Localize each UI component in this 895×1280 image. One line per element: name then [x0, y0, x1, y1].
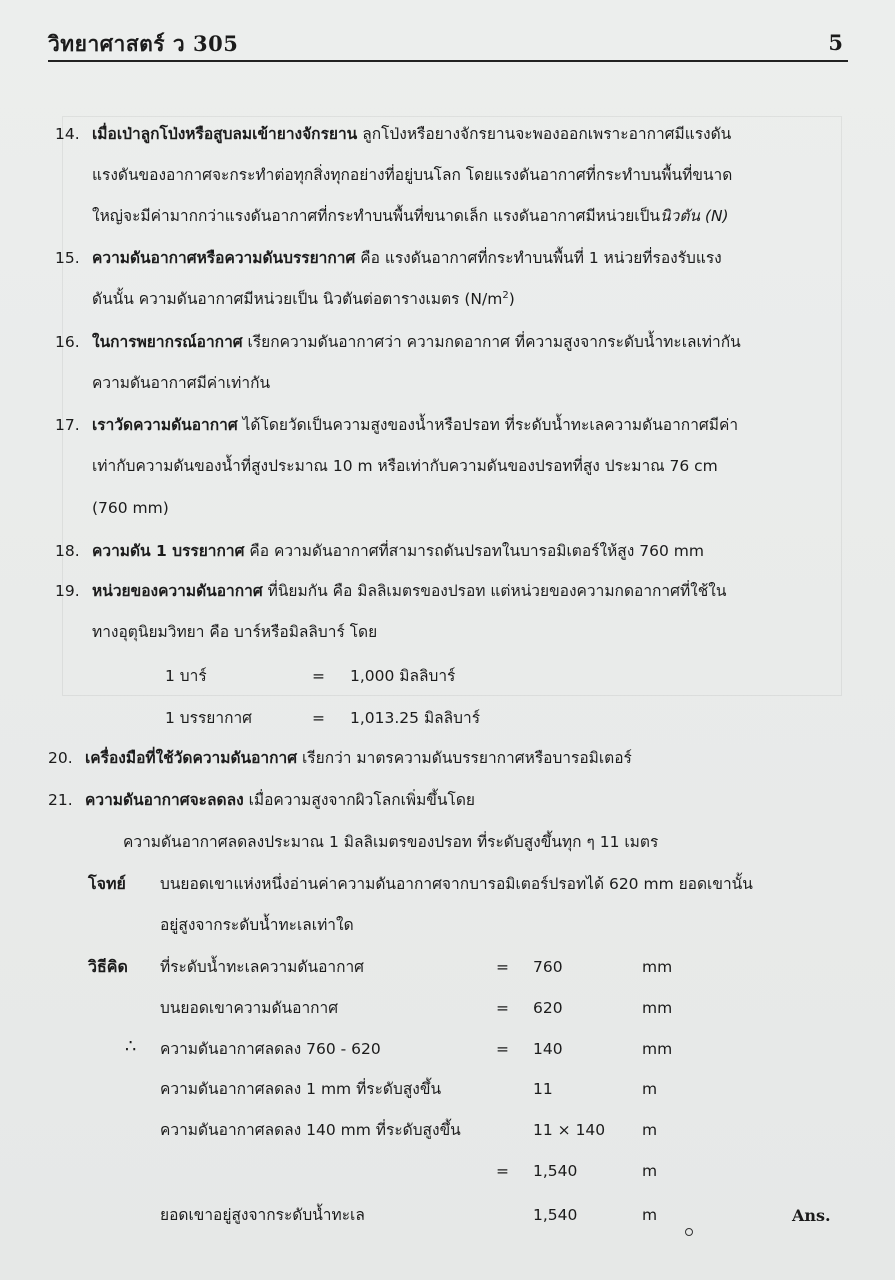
solution-row-5-unit: m [642, 1121, 658, 1139]
solution-row-2-unit: mm [642, 999, 673, 1017]
item-15-number: 15. [55, 249, 80, 267]
equation-2-right: 1,013.25 มิลลิบาร์ [350, 709, 481, 727]
solution-row-3-unit: mm [642, 1040, 673, 1058]
item-18-line-1 [92, 540, 704, 562]
item-14-unit-newton: นิวตัน (N) [660, 207, 729, 225]
solution-row-4-unit: m [642, 1080, 658, 1098]
item-19-line-1-text: ที่นิยมกัน คือ มิลลิเมตรของปรอท แต่หน่วยของความกดอากาศที่ใช้ใน [262, 582, 727, 600]
item-21-line-1 [85, 789, 475, 811]
problem-line-1: บนยอดเขาแห่งหนึ่งอ่านค่าความดันอากาศจากบารอมิเตอร์ปรอทได้ 620 mm ยอดเขานั้น [160, 875, 753, 893]
solution-row-1-value: 760 [533, 958, 563, 976]
item-16-line-2: ความดันอากาศมีค่าเท่ากัน [92, 374, 271, 392]
page-number: 5 [828, 30, 843, 55]
item-14-line-1 [92, 123, 731, 145]
item-21-line-2: ความดันอากาศลดลงประมาณ 1 มิลลิเมตรของปรอท ที่ระดับสูงขึ้นทุก ๆ 11 เมตร [123, 833, 659, 851]
item-14-line-3-text: ใหญ่จะมีค่ามากกว่าแรงดันอากาศที่กระทำบนพื้นที่ขนาดเล็ก แรงดันอากาศมีหน่วยเป็น [92, 207, 661, 225]
item-18-heading: ความดัน 1 บรรยากาศ [92, 542, 245, 560]
equation-1-left: 1 บาร์ [165, 667, 207, 685]
solution-row-7-unit: m [642, 1206, 658, 1224]
item-21-line-1-text: เมื่อความสูงจากผิวโลกเพิ่มขึ้นโดย [243, 791, 475, 809]
solution-row-2-value: 620 [533, 999, 563, 1017]
item-17-line-1-text: ได้โดยวัดเป็นความสูงของน้ำหรือปรอท ที่ระดับน้ำทะเลความดันอากาศมีค่า [237, 416, 739, 434]
solution-row-1-desc: ที่ระดับน้ำทะเลความดันอากาศ [160, 958, 365, 976]
item-14-line-2: แรงดันของอากาศจะกระทำต่อทุกสิ่งทุกอย่างที่อยู่บนโลก โดยแรงดันอากาศที่กระทำบนพื้นที่ขนาด [92, 166, 733, 184]
equation-1-right: 1,000 มิลลิบาร์ [350, 667, 456, 685]
item-18-line-1-text: คือ ความดันอากาศที่สามารถดันปรอทในบารอมิเตอร์ให้สูง 760 mm [244, 542, 704, 560]
item-17-heading: เราวัดความดันอากาศ [92, 416, 238, 434]
solution-row-5-value: 11 × 140 [533, 1121, 606, 1139]
item-17-line-1 [92, 414, 738, 436]
item-17-line-2: เท่ากับความดันของน้ำที่สูงประมาณ 10 m หรือเท่ากับความดันของปรอทที่สูง ประมาณ 76 cm [92, 457, 718, 475]
problem-label: โจทย์ [88, 874, 126, 893]
item-15-line-1 [92, 247, 722, 269]
item-16-line-1-text: เรียกความดันอากาศว่า ความกดอากาศ ที่ความสูงจากระดับน้ำทะเลเท่ากัน [242, 333, 741, 351]
item-20-heading: เครื่องมือที่ใช้วัดความดันอากาศ [85, 749, 298, 767]
ink-dot-mark [685, 1228, 693, 1236]
item-15-line-2-end: ) [508, 290, 515, 308]
item-19-line-2: ทางอุตุนิยมวิทยา คือ บาร์หรือมิลลิบาร์ โดย [92, 623, 378, 641]
item-20-number: 20. [48, 749, 73, 767]
solution-row-3-sign: = [496, 1040, 509, 1058]
item-15-superscript: 2 [502, 289, 509, 301]
solution-row-2-desc: บนยอดเขาความดันอากาศ [160, 999, 339, 1017]
item-16-number: 16. [55, 333, 80, 351]
item-15-line-1-text: คือ แรงดันอากาศที่กระทำบนพื้นที่ 1 หน่วยที่รองรับแรง [355, 249, 722, 267]
solution-row-7-value: 1,540 [533, 1206, 578, 1224]
item-14-number: 14. [55, 125, 80, 143]
equation-2-left: 1 บรรยากาศ [165, 709, 252, 727]
therefore-symbol: ∴ [125, 1036, 137, 1057]
item-15-heading: ความดันอากาศหรือความดันบรรยากาศ [92, 249, 356, 267]
item-20-line-1 [85, 747, 632, 769]
equation-1-sign: = [312, 667, 325, 685]
solution-row-4-value: 11 [533, 1080, 553, 1098]
equation-2-sign: = [312, 709, 325, 727]
solution-label: วิธีคิด [88, 957, 128, 976]
item-15-line-2 [92, 288, 515, 310]
header-rule [48, 60, 848, 62]
item-19-line-1 [92, 580, 726, 602]
item-19-number: 19. [55, 582, 80, 600]
problem-line-2: อยู่สูงจากระดับน้ำทะเลเท่าใด [160, 916, 354, 934]
item-21-heading: ความดันอากาศจะลดลง [85, 791, 244, 809]
item-15-line-2-text: ดันนั้น ความดันอากาศมีหน่วยเป็น นิวตันต่อตารางเมตร (N/m [92, 290, 503, 308]
item-17-number: 17. [55, 416, 80, 434]
item-16-heading: ในการพยากรณ์อากาศ [92, 333, 243, 351]
solution-row-1-sign: = [496, 958, 509, 976]
item-14-line-3 [92, 205, 729, 227]
solution-row-5-desc: ความดันอากาศลดลง 140 mm ที่ระดับสูงขึ้น [160, 1121, 461, 1139]
solution-row-2-sign: = [496, 999, 509, 1017]
solution-row-6-value: 1,540 [533, 1162, 578, 1180]
page-header-title: วิทยาศาสตร์ ว 305 [48, 31, 239, 56]
item-17-line-3: (760 mm) [92, 499, 169, 517]
solution-row-4-desc: ความดันอากาศลดลง 1 mm ที่ระดับสูงขึ้น [160, 1080, 442, 1098]
bleed-through-frame [62, 116, 842, 696]
solution-row-3-desc: ความดันอากาศลดลง 760 - 620 [160, 1040, 381, 1058]
item-14-line-1-text: ลูกโป่งหรือยางจักรยานจะพองออกเพราะอากาศมีแรงดัน [357, 125, 732, 143]
solution-row-6-unit: m [642, 1162, 658, 1180]
solution-row-7-desc: ยอดเขาอยู่สูงจากระดับน้ำทะเล [160, 1206, 365, 1224]
solution-row-6-sign: = [496, 1162, 509, 1180]
item-20-line-1-text: เรียกว่า มาตรความดันบรรยากาศหรือบารอมิเตอร์ [297, 749, 632, 767]
item-19-heading: หน่วยของความดันอากาศ [92, 582, 263, 600]
solution-row-3-value: 140 [533, 1040, 563, 1058]
item-18-number: 18. [55, 542, 80, 560]
solution-row-1-unit: mm [642, 958, 673, 976]
item-14-heading: เมื่อเป่าลูกโป่งหรือสูบลมเข้ายางจักรยาน [92, 125, 358, 143]
item-21-number: 21. [48, 791, 73, 809]
answer-tag: Ans. [792, 1206, 831, 1225]
item-16-line-1 [92, 331, 741, 353]
